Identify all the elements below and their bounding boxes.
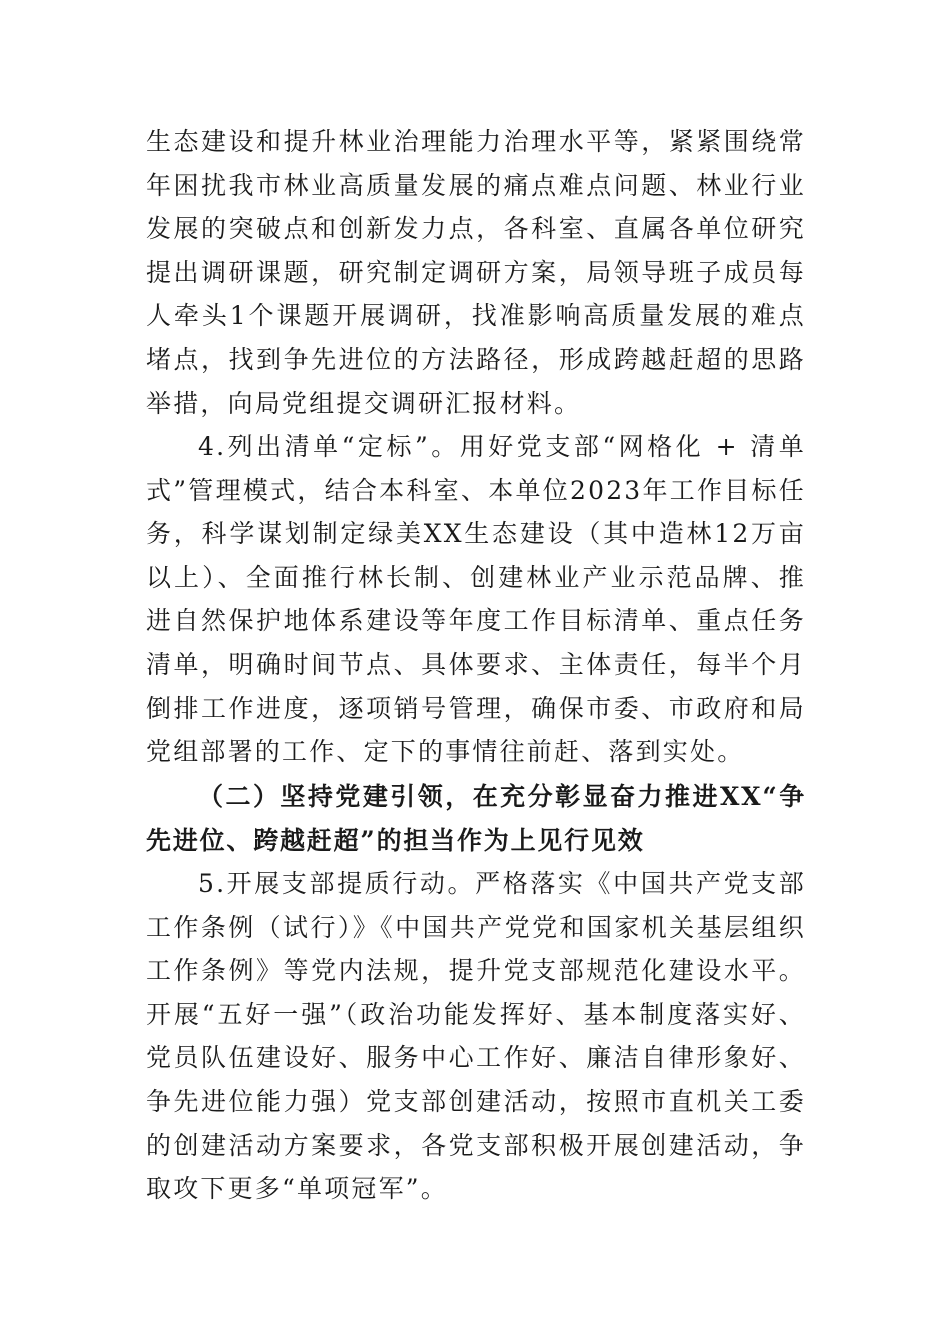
paragraph-item-5: 5.开展支部提质行动。严格落实《中国共产党支部工作条例（试行）》《中国共产党党和国家机关基层组织工作条例》等党内法规，提升党支部规范化建设水平。开展“五好一强”（政治功能发挥好、基本制度落实好、党员队伍建设好、服务中心工作好、廉洁自律形象好、争先进位能力强）党支部创建活动，按照市直机关工委的创建活动方案要求，各党支部积极开展创建活动，争取攻下更多“单项冠军”。	[146, 869, 806, 1204]
paragraph-item-4: 4.列出清单“定标”。用好党支部“网格化 + 清单式”管理模式，结合本科室、本单位2023年工作目标任务，科学谋划制定绿美XX生态建设（其中造林12万亩以上）、全面推行林长制、创建林业产业示范品牌、推进自然保护地体系建设等年度工作目标清单、重点任务清单，明确时间节点、具体要求、主体责任，每半个月倒排工作进度，逐项销号管理，确保市委、市政府和局党组部署的工作、定下的事情往前赶、落到实处。	[146, 432, 806, 767]
item-5-block	[146, 862, 806, 1211]
section-heading-block	[146, 775, 806, 862]
body-text	[146, 120, 806, 425]
item-4-block	[146, 425, 806, 774]
section-heading: （二）坚持党建引领，在充分彰显奋力推进XX“争先进位、跨越赶超”的担当作为上见行见效	[146, 782, 806, 855]
paragraph-continuation: 生态建设和提升林业治理能力治理水平等，紧紧围绕常年困扰我市林业高质量发展的痛点难点问题、林业行业发展的突破点和创新发力点，各科室、直属各单位研究提出调研课题，研究制定调研方案，局领导班子成员每人牵头1个课题开展调研，找准影响高质量发展的难点堵点，找到争先进位的方法路径，形成跨越赶超的思路举措，向局党组提交调研汇报材料。	[146, 127, 806, 418]
